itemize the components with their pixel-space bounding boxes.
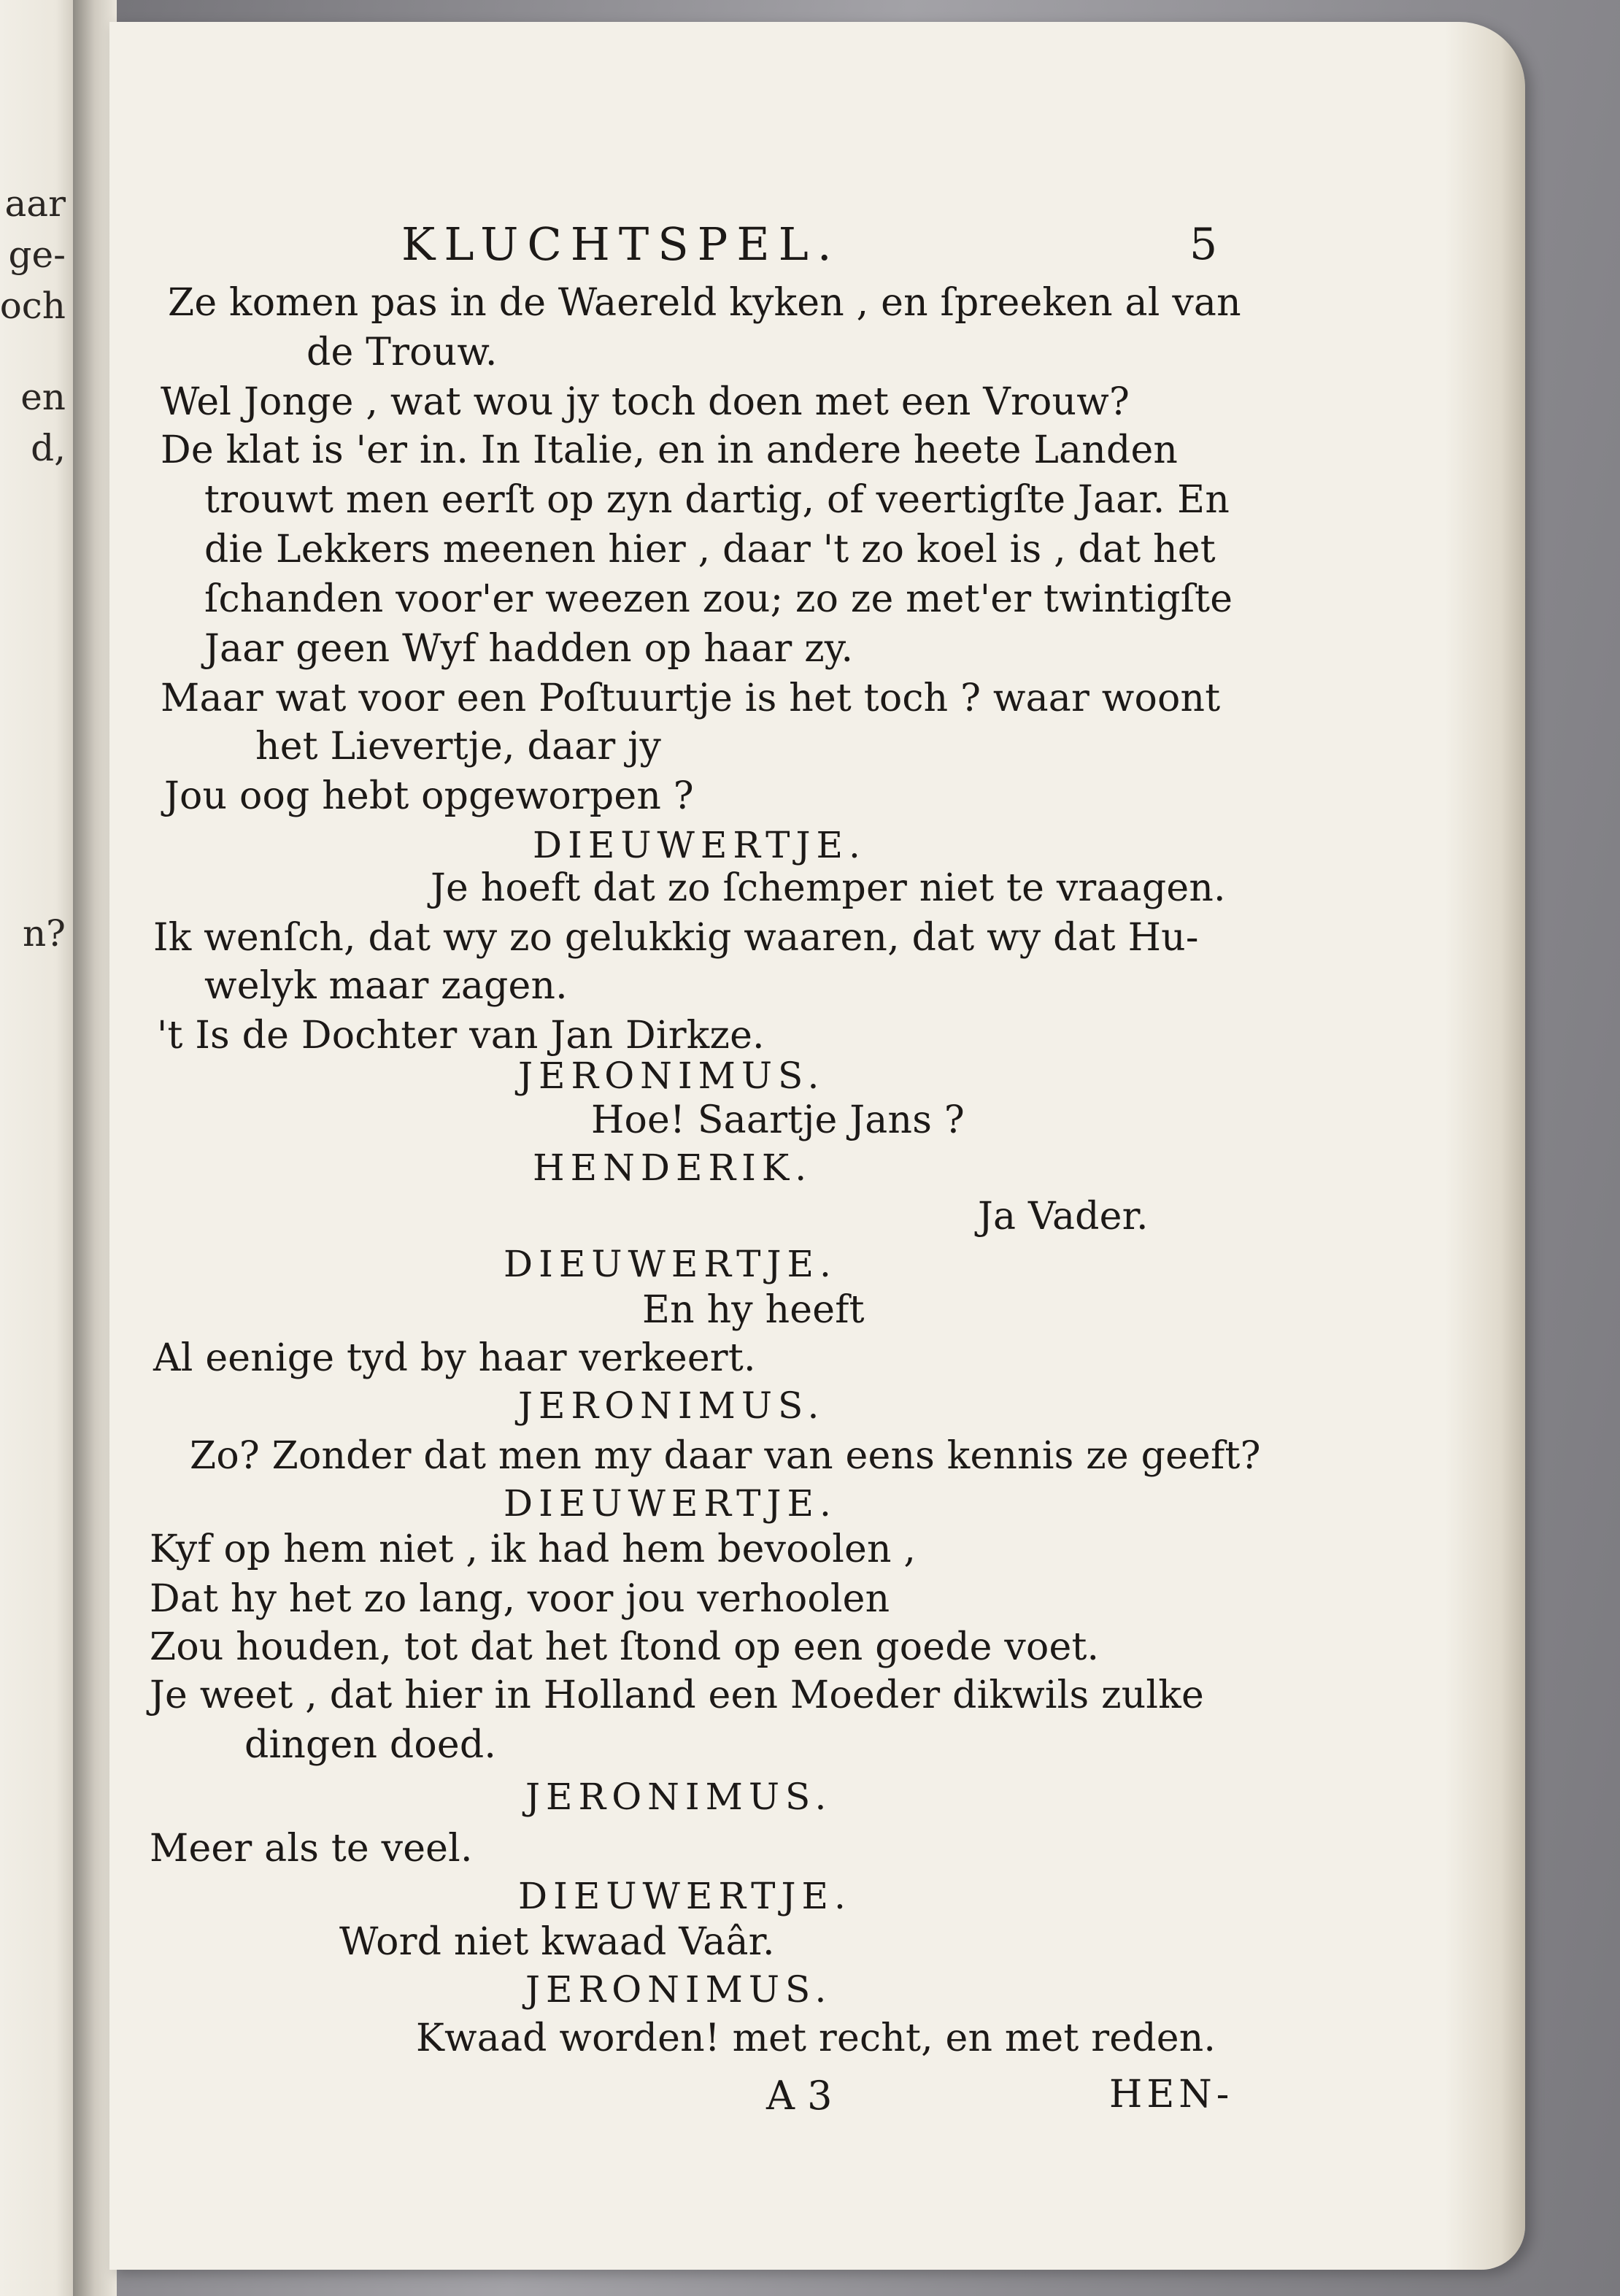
- speaker-name: DIEUWERTJE.: [518, 1875, 852, 1917]
- speaker-name: DIEUWERTJE.: [533, 824, 866, 866]
- text-line: Maar wat voor een Poſtuurtje is het toch ? waar woont: [161, 677, 1221, 720]
- running-title: KLUCHTSPEL.: [401, 217, 841, 271]
- speaker-name: HENDERIK.: [533, 1147, 813, 1189]
- speaker-name: DIEUWERTJE.: [504, 1243, 837, 1285]
- text-line: die Lekkers meenen hier , daar 't zo koel is , dat het: [204, 528, 1216, 571]
- text-line: Meer als te veel.: [150, 1827, 473, 1871]
- speaker-name: JERONIMUS.: [518, 1384, 825, 1427]
- left-page-fragment: d,: [31, 427, 66, 469]
- text-line: het Lievertje, daar jy: [255, 725, 662, 768]
- text-line: welyk maar zagen.: [204, 964, 568, 1008]
- text-line: dingen doed.: [244, 1723, 497, 1767]
- catchword: HEN-: [1109, 2073, 1234, 2116]
- text-line: trouwt men eerſt op zyn dartig, of veertigſte Jaar. En: [204, 478, 1230, 522]
- left-page-fragment: och: [0, 285, 66, 327]
- text-line: Kyf op hem niet , ik had hem bevoolen ,: [150, 1528, 917, 1571]
- signature-mark: A 3: [766, 2073, 833, 2119]
- text-line: Dat hy het zo lang, voor jou verhoolen: [150, 1577, 890, 1621]
- text-line: Je hoeft dat zo ſchemper niet te vraagen.: [431, 866, 1226, 910]
- left-page-fragment: ge-: [8, 234, 66, 276]
- text-line: Zo? Zonder dat men my daar van eens kennis ze geeft?: [190, 1434, 1261, 1478]
- book-page: [109, 22, 1525, 2270]
- left-facing-page: [0, 0, 80, 2296]
- speaker-name: DIEUWERTJE.: [504, 1482, 837, 1525]
- text-line: Kwaad worden! met recht, en met reden.: [416, 2016, 1216, 2060]
- left-page-fragment: en: [20, 376, 66, 418]
- page-number: 5: [1189, 219, 1218, 270]
- left-page-fragment: aar: [4, 182, 66, 225]
- text-line: Ja Vader.: [978, 1195, 1149, 1238]
- text-line: Word niet kwaad Vaâr.: [339, 1920, 775, 1964]
- text-line: Jaar geen Wyf hadden op haar zy.: [204, 627, 854, 671]
- text-line: Je weet , dat hier in Holland een Moeder dikwils zulke: [150, 1673, 1204, 1717]
- left-page-fragment: n?: [22, 912, 66, 955]
- text-line: Ik wenſch, dat wy zo gelukkig waaren, dat wy dat Hu-: [153, 916, 1199, 960]
- speaker-name: JERONIMUS.: [518, 1055, 825, 1097]
- text-line: De klat is 'er in. In Italie, en in andere heete Landen: [161, 428, 1179, 472]
- text-line: Al eenige tyd by haar verkeert.: [153, 1336, 756, 1380]
- text-line: Zou houden, tot dat het ſtond op een goede voet.: [150, 1625, 1100, 1669]
- text-line: ſchanden voor'er weezen zou; zo ze met'er twintigſte: [204, 577, 1233, 621]
- text-line: En hy heeft: [642, 1288, 865, 1332]
- text-line: 't Is de Dochter van Jan Dirkze.: [157, 1014, 765, 1058]
- speaker-name: JERONIMUS.: [525, 1968, 833, 2011]
- speaker-name: JERONIMUS.: [525, 1776, 833, 1818]
- text-line: Jou oog hebt opgeworpen ?: [164, 774, 694, 818]
- text-line: Ze komen pas in de Waereld kyken , en ſpreeken al van: [168, 281, 1241, 325]
- text-line: Wel Jonge , wat wou jy toch doen met een Vrouw?: [161, 380, 1130, 424]
- text-line: Hoe! Saartje Jans ?: [591, 1098, 965, 1142]
- text-line: de Trouw.: [306, 331, 498, 374]
